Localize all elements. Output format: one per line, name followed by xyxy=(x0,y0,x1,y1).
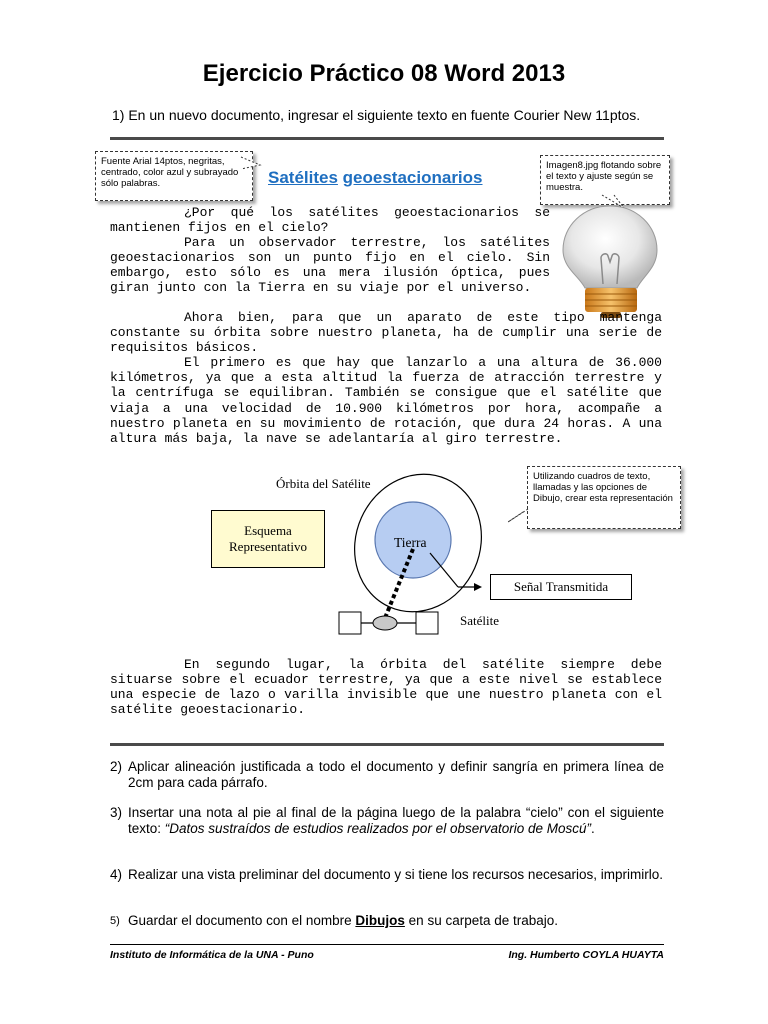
subtitle xyxy=(268,168,483,188)
paragraph-3: Ahora bien, para que un aparato de este tipo mantenga constante su órbita sobre nuestro planeta, ha de cumplir una serie de requisitos básicos. xyxy=(110,310,662,356)
step-3-quote: “Datos sustraídos de estudios realizados por el observatorio de Moscú” xyxy=(164,821,592,836)
footer-institute: Instituto de Informática de la UNA - Puno xyxy=(110,949,314,961)
format-note-pointer xyxy=(240,155,270,175)
earth-label: Tierra xyxy=(394,535,427,550)
step-2 xyxy=(110,759,664,791)
image-note-callout: Imagen8.jpg flotando sobre el texto y ajuste según se muestra. xyxy=(540,155,670,205)
drawing-note-callout: Utilizando cuadros de texto, llamadas y las opciones de Dibujo, crear esta representación xyxy=(527,466,681,529)
step-4-text: Realizar una vista preliminar del documento y si tiene los recursos necesarios, imprimirlo. xyxy=(128,867,663,882)
step-5-body xyxy=(110,913,664,929)
footer xyxy=(110,949,664,961)
subtitle-word-2: geoestacionarios xyxy=(342,168,483,187)
subtitle-word-1: Satélites xyxy=(268,168,338,187)
text-block-bottom xyxy=(110,657,662,717)
step-3 xyxy=(110,805,664,837)
light-bulb-image xyxy=(557,202,663,322)
signal-label: Señal Transmitida xyxy=(513,579,609,594)
step-3-end: . xyxy=(591,821,595,836)
instruction-1 xyxy=(112,107,640,123)
signal-arrowhead xyxy=(474,583,482,591)
text-block-wrapped xyxy=(110,205,550,296)
instruction-1-text: En un nuevo documento, ingresar el siguiente texto en fuente Courier New 11ptos. xyxy=(128,107,641,123)
footer-rule xyxy=(110,944,664,945)
paragraph-1: ¿Por qué los satélites geoestacionarios se mantienen fijos en el cielo? xyxy=(110,205,550,236)
signal-box xyxy=(490,574,632,600)
bottom-divider xyxy=(110,743,664,746)
step-5-filename: Dibujos xyxy=(355,913,405,928)
step-3-body xyxy=(110,805,664,837)
step-2-text: Aplicar alineación justificada a todo el documento y definir sangría en primera línea de 2cm para cada párrafo. xyxy=(128,759,664,790)
paragraph-4: El primero es que hay que lanzarlo a una altura de 36.000 kilómetros, ya que a esta altitud la fuerza de atracción terrestre y la centrífuga se equilibran. También se consigue que el satélite que viaja a una velocidad de 10.900 kilómetros por hora, acompañe a nuestro planeta en su movimiento de rotación, que dura 24 horas. A una altura más baja, la nave se adelantaría al giro terrestre. xyxy=(110,355,662,446)
paragraph-2: Para un observador terrestre, los satélites geoestacionarios son un punto fijo en el cielo. Sin embargo, esto sólo es una mera ilusión óptica, pues giran junto con la Tierra en su viaje por el universo. xyxy=(110,235,550,296)
text-block-full xyxy=(110,310,662,446)
step-3-number: 3) xyxy=(110,805,123,820)
footer-author: Ing. Humberto COYLA HUAYTA xyxy=(508,949,664,961)
step-5-number: 5) xyxy=(110,915,120,927)
step-5-text: Guardar el documento con el nombre xyxy=(128,913,352,928)
instruction-1-number: 1) xyxy=(112,107,125,123)
format-note-callout: Fuente Arial 14ptos, negritas, centrado, color azul y subrayado sólo palabras. xyxy=(95,151,253,201)
satellite-label: Satélite xyxy=(460,613,499,628)
step-2-number: 2) xyxy=(110,759,123,774)
solar-panel-right xyxy=(416,612,438,634)
satellite-body xyxy=(373,616,397,630)
scheme-label: Esquema Representativo xyxy=(229,523,307,554)
step-3-text: Insertar una nota al pie al final de la página luego de la palabra “cielo” con el siguiente texto: xyxy=(128,805,664,836)
orbit-label: Órbita del Satélite xyxy=(276,476,371,491)
paragraph-5: En segundo lugar, la órbita del satélite siempre debe situarse sobre el ecuador terrestre, ya que a este nivel se establece una especie de lazo o varilla invisible que une nuestro planeta con el satélite geoestacionario. xyxy=(110,657,662,718)
step-4 xyxy=(110,867,664,883)
scheme-box xyxy=(211,510,325,568)
step-5 xyxy=(110,912,664,929)
step-4-number: 4) xyxy=(110,867,123,882)
step-5-end: en su carpeta de trabajo. xyxy=(408,913,559,928)
top-divider xyxy=(110,137,664,140)
solar-panel-left xyxy=(339,612,361,634)
document-title: Ejercicio Práctico 08 Word 2013 xyxy=(202,60,566,87)
